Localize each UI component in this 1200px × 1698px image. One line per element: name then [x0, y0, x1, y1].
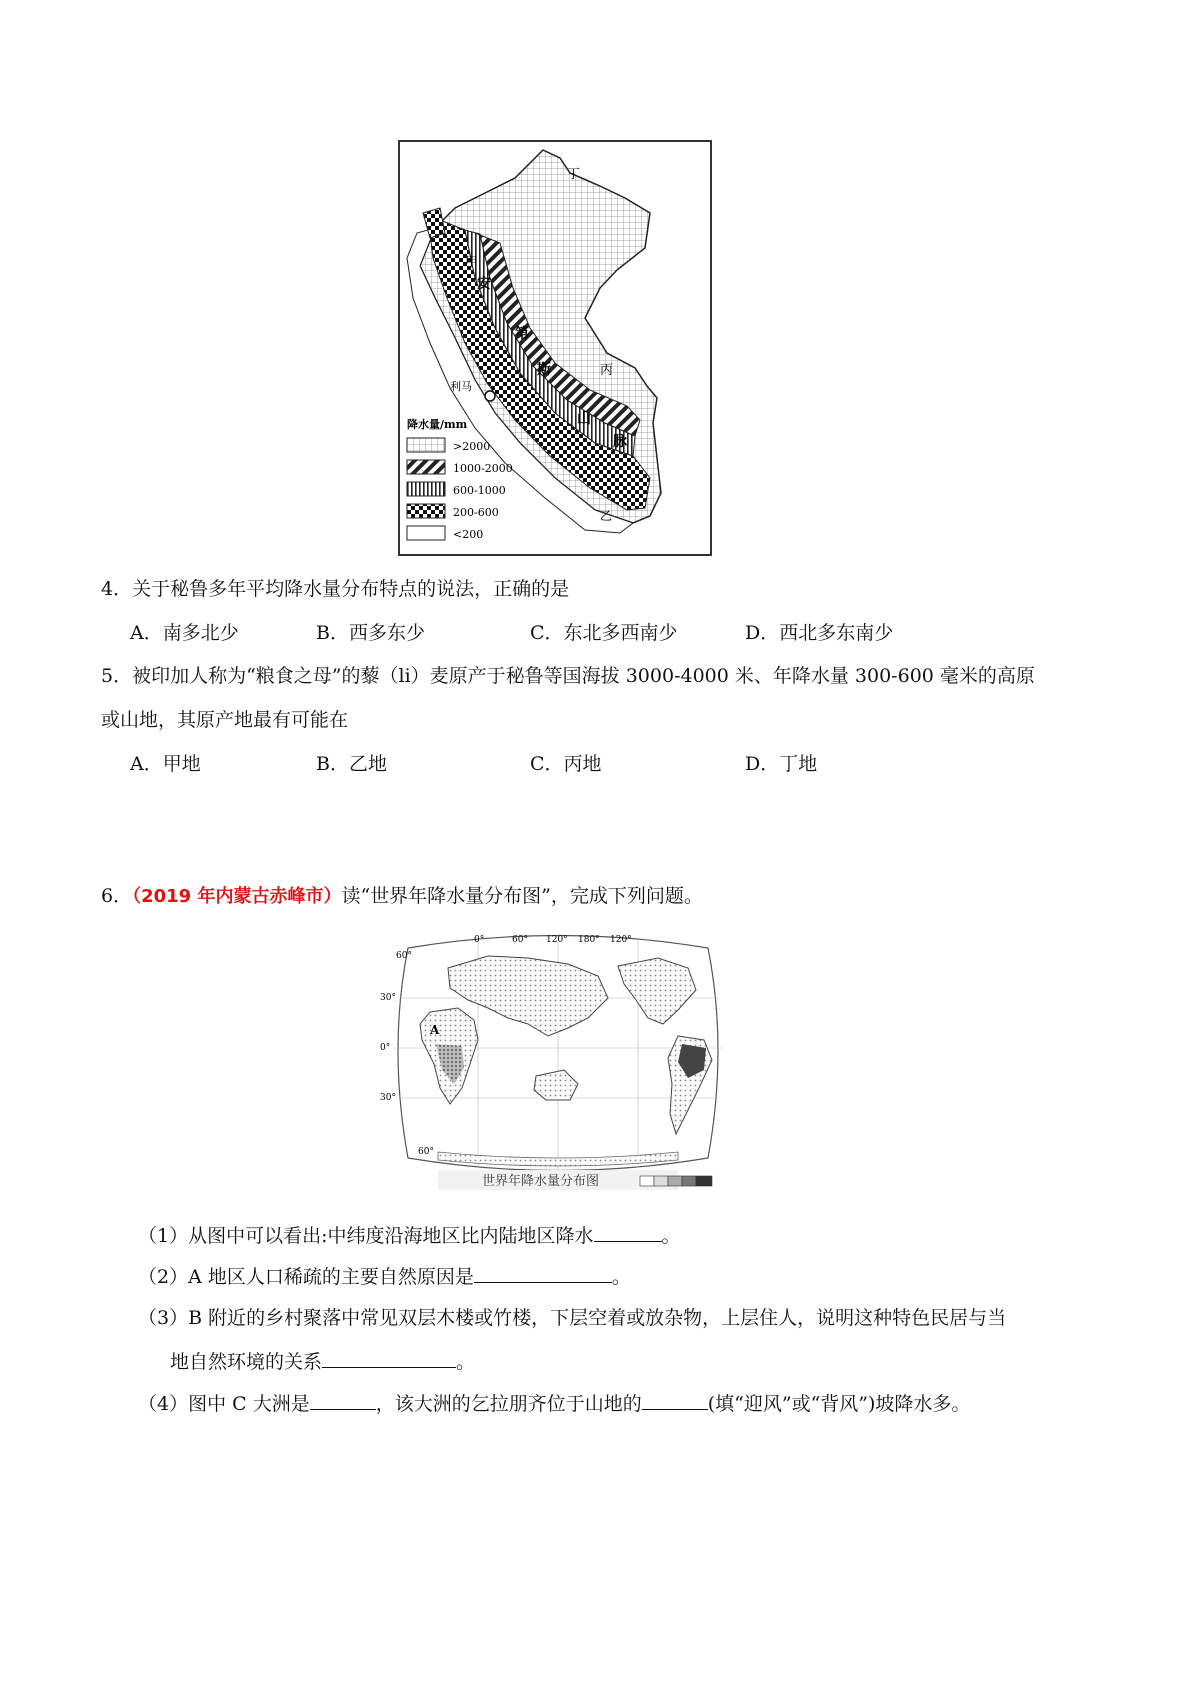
q4-option-b-text: 西多东少: [348, 622, 425, 644]
peru-precipitation-map: [395, 138, 715, 558]
q6-sub1: [138, 1221, 681, 1250]
legend-label-200-600: 200-600: [453, 506, 499, 519]
q6-sub4-text-1: 图中 C 大洲是: [188, 1393, 310, 1415]
q5-option-a-text: 甲地: [162, 753, 201, 775]
q4-option-b[interactable]: [316, 619, 425, 647]
world-precipitation-map: [378, 928, 738, 1200]
legend-swatch-gt2000: [407, 438, 445, 452]
lon-label-120: 120°: [546, 935, 568, 945]
q5-number: 5．: [101, 665, 133, 687]
lat-label-60s: 60°: [418, 1147, 434, 1157]
q6-sub1-text: 从图中可以看出:中纬度沿海地区比内陆地区降水: [188, 1225, 594, 1247]
q5-text-line2: 或山地，其原产地最有可能在: [101, 709, 349, 731]
q6-number: 6．: [101, 885, 133, 907]
q4-option-d-letter: D．: [745, 622, 780, 644]
q6-sub3-line2: [170, 1347, 475, 1376]
q6-sub4: [138, 1389, 970, 1418]
q6-text: 读“世界年降水量分布图”，完成下列问题。: [341, 885, 703, 907]
q4-option-b-letter: B．: [316, 622, 349, 644]
q6-sub1-answer-blank[interactable]: [594, 1221, 662, 1242]
q5-text-line1: 被印加人称为“粮食之母”的藜（li）麦原产于秘鲁等国海拔 3000-4000 米、年降水量 300-600 毫米的高原: [132, 665, 1035, 687]
legend-swatch-1000-2000: [407, 460, 445, 474]
q5-option-b[interactable]: [316, 750, 387, 778]
q4-option-c-text: 东北多西南少: [563, 622, 678, 644]
label-ding: 丁: [567, 167, 581, 182]
label-lima: 利马: [450, 380, 472, 393]
q6-sub3-text-line1: B 附近的乡村聚落中常见双层木楼或竹楼，下层空着或放杂物，上层住人，说明这种特色民居与当: [188, 1307, 1007, 1329]
q4-stem: [101, 575, 569, 603]
world-map-legend: [640, 1176, 712, 1186]
q5-stem-line2: [101, 706, 348, 734]
q6-sub3-end: 。: [456, 1351, 476, 1373]
q6-sub4-label: （4）: [138, 1393, 189, 1415]
q6-source: （2019 年内蒙古赤峰市）: [132, 886, 342, 907]
lon-label-60: 60°: [512, 935, 528, 945]
q4-text: 关于秘鲁多年平均降水量分布特点的说法，正确的是: [132, 578, 570, 600]
q6-sub1-label: （1）: [138, 1225, 189, 1247]
lat-label-30n: 30°: [380, 993, 396, 1003]
q4-option-a-letter: A．: [130, 622, 163, 644]
legend-label-gt2000: >2000: [453, 440, 491, 453]
q4-option-a-text: 南多北少: [162, 622, 239, 644]
q5-stem-line1: [101, 662, 1035, 690]
label-si: 斯: [537, 362, 551, 378]
q6-sub4-text-3: (填“迎风”或“背风”)坡降水多。: [707, 1393, 971, 1415]
q4-option-c-letter: C．: [530, 622, 564, 644]
q5-option-c-letter: C．: [530, 753, 564, 775]
label-yi: 乙: [600, 509, 613, 523]
q6-sub1-end: 。: [661, 1225, 681, 1247]
q6-sub2-answer-blank[interactable]: [474, 1262, 612, 1283]
q6-stem: [101, 882, 703, 911]
q4-option-d-text: 西北多东南少: [779, 622, 894, 644]
legend-label-1000-2000: 1000-2000: [453, 462, 513, 475]
q6-sub3-line1: [138, 1304, 1006, 1332]
q4-option-d[interactable]: [745, 619, 893, 647]
q5-option-c-text: 丙地: [563, 753, 602, 775]
label-a: A: [430, 1023, 440, 1037]
world-map-svg: [378, 928, 738, 1200]
q4-number: 4．: [101, 578, 133, 600]
world-map-caption: 世界年降水量分布图: [482, 1174, 600, 1189]
q4-option-c[interactable]: [530, 619, 678, 647]
legend-swatch-200-600: [407, 504, 445, 518]
q5-option-d-letter: D．: [745, 753, 780, 775]
q5-option-a[interactable]: [130, 750, 201, 778]
lima-marker: [485, 391, 495, 401]
label-shan: 山: [577, 411, 591, 427]
legend-label-600-1000: 600-1000: [453, 484, 506, 497]
q5-option-b-letter: B．: [316, 753, 349, 775]
legend-title: 降水量/mm: [407, 418, 468, 431]
lat-label-60n: 60°: [396, 951, 412, 961]
label-an: 安: [477, 276, 491, 292]
q6-sub4-text-2: ，该大洲的乞拉朋齐位于山地的: [375, 1393, 642, 1415]
legend-label-lt200: <200: [453, 528, 484, 541]
peru-map-svg: [395, 138, 715, 558]
legend-swatch-lt200: [407, 526, 445, 540]
lon-label-180: 180°: [578, 935, 600, 945]
label-bing: 丙: [600, 363, 614, 378]
lat-label-0: 0°: [380, 1043, 391, 1053]
q5-option-b-text: 乙地: [348, 753, 387, 775]
q6-sub2-label: （2）: [138, 1266, 189, 1288]
q4-option-a[interactable]: [130, 619, 239, 647]
q6-sub3-label: （3）: [138, 1307, 189, 1329]
label-di: 第: [515, 326, 529, 342]
q6-sub3-answer-blank[interactable]: [322, 1347, 456, 1368]
lon-label-120w: 120°: [610, 935, 632, 945]
q6-sub3-text-line2: 地自然环境的关系: [170, 1351, 323, 1373]
legend-swatch-600-1000: [407, 482, 445, 496]
q6-sub2: [138, 1262, 631, 1291]
label-jia: 甲: [465, 255, 479, 270]
q5-option-d-text: 丁地: [779, 753, 818, 775]
label-mai: 脉: [613, 434, 627, 450]
q6-sub4-blank-continent[interactable]: [310, 1389, 376, 1410]
q6-sub4-blank-slope[interactable]: [642, 1389, 708, 1410]
lon-label-0: 0°: [474, 935, 485, 945]
q6-sub2-end: 。: [611, 1266, 631, 1288]
q6-sub2-text: A 地区人口稀疏的主要自然原因是: [188, 1266, 474, 1288]
q5-option-a-letter: A．: [130, 753, 163, 775]
q5-option-d[interactable]: [745, 750, 817, 778]
lat-label-30s: 30°: [380, 1093, 396, 1103]
q5-option-c[interactable]: [530, 750, 602, 778]
